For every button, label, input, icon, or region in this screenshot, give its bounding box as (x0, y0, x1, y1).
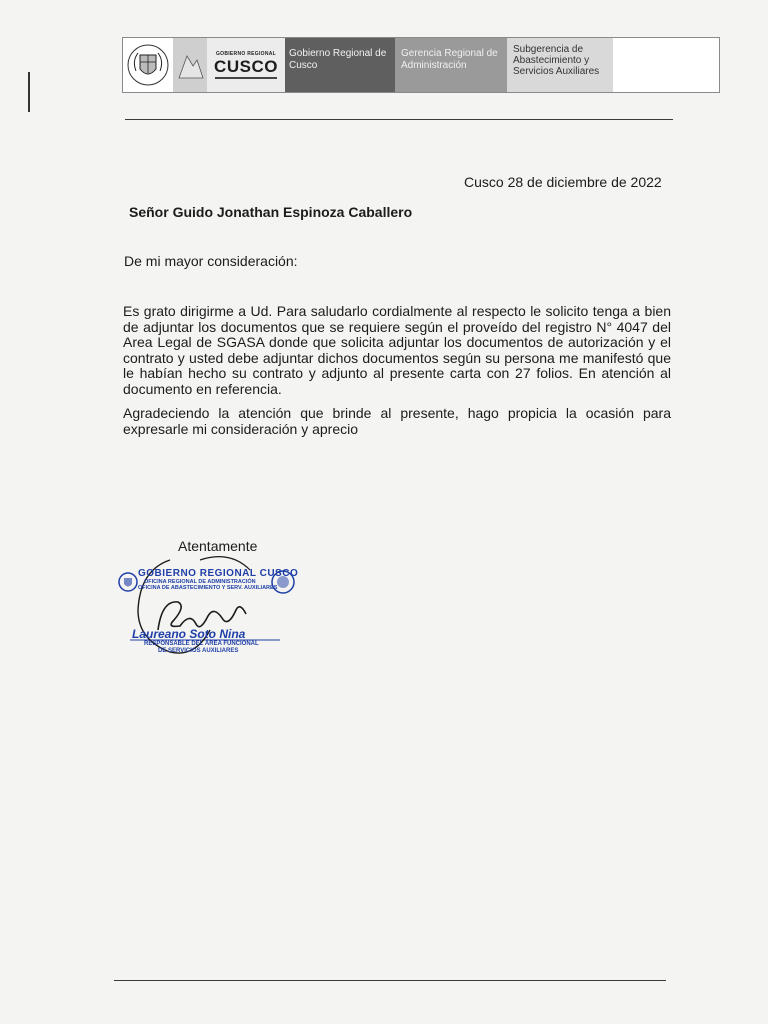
stamp-signer-name: Laureano Soto Nina (132, 627, 246, 641)
header-unit-regional-government: Gobierno Regional de Cusco (285, 38, 395, 92)
letter-date: Cusco 28 de diciembre de 2022 (464, 174, 662, 190)
signature-stamp (100, 540, 310, 670)
header-unit-subgerencia: Subgerencia de Abastecimiento y Servicios Auxiliares (507, 38, 613, 92)
letter-paragraph-2: Agradeciendo la atención que brinde al presente, hago propicia la ocasión para expresarle mi consideración y aprecio (123, 405, 671, 437)
logo-caption: GOBIERNO REGIONAL (215, 51, 277, 57)
stamp-role-2: DE SERVICIOS AUXILIARES (158, 648, 239, 654)
mountain-emblem-icon (173, 38, 207, 92)
margin-mark (28, 72, 30, 112)
stamp-office-2: OFICINA DE ABASTECIMIENTO Y SERV. AUXILIARES (138, 585, 278, 591)
header-rule (125, 119, 673, 120)
stamp-office-1: OFICINA REGIONAL DE ADMINISTRACIÓN (144, 579, 256, 585)
footer-rule (114, 980, 666, 981)
stamp-organization: GOBIERNO REGIONAL CUSCO (138, 568, 299, 579)
letter-recipient: Señor Guido Jonathan Espinoza Caballero (129, 204, 413, 220)
letter-greeting: De mi mayor consideración: (124, 253, 298, 269)
logo-text: CUSCO (214, 57, 278, 76)
header-blank-cell (613, 38, 719, 92)
header-unit-administration: Gerencia Regional de Administración (395, 38, 507, 92)
letterhead (122, 37, 720, 93)
stamp-role-1: RESPONSABLE DEL ÁREA FUNCIONAL (144, 641, 259, 647)
letter-closing: Atentamente (178, 538, 258, 554)
logo-underline (215, 77, 277, 79)
cusco-logo (207, 38, 285, 92)
peru-seal-icon (123, 38, 173, 92)
letter-paragraph-1: Es grato dirigirme a Ud. Para saludarlo cordialmente al respecto le solicito tenga a bien de adjuntar los documentos que se requiere según el proveído del registro N° 4047 del Area Legal de SGASA donde que solicita adjuntar los documentos de autorización y el contrato y usted debe adjuntar dichos documentos según su persona me manifestó que le habían hecho su contrato y adjunto al presente carta con 27 folios. En atención al documento en referencia. (123, 303, 671, 397)
